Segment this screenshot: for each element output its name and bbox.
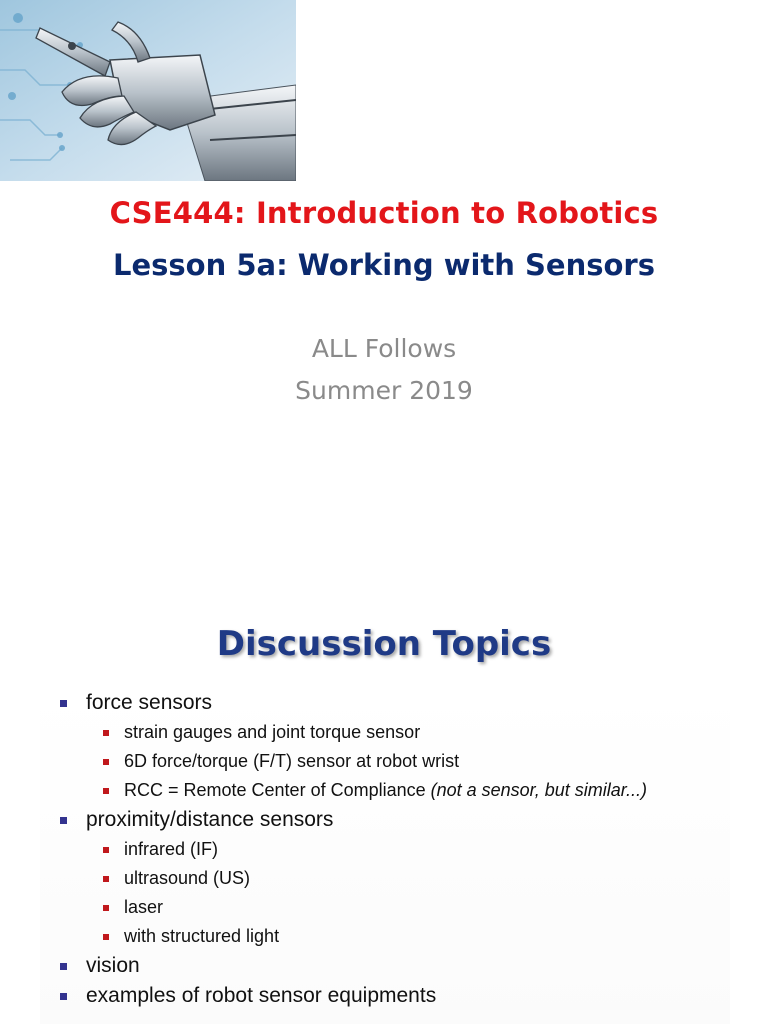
lesson-title: Lesson 5a: Working with Sensors (113, 248, 655, 282)
subtopic-item (86, 776, 720, 805)
square-bullet-icon (103, 934, 109, 940)
subtopic-item (86, 922, 720, 951)
topic-item (60, 688, 720, 805)
square-bullet-icon (60, 700, 67, 707)
topic-item (60, 805, 720, 951)
subtopic-item (86, 718, 720, 747)
topic-item (60, 981, 720, 1011)
subtopic-note: (not a sensor, but similar...) (430, 780, 648, 800)
topic-label: proximity/distance sensors (86, 808, 334, 831)
subtopic-text: strain gauges and joint torque sensor (124, 722, 421, 742)
subtopic-item (86, 864, 720, 893)
subtopic-text: infrared (IF) (124, 839, 219, 859)
topic-label: force sensors (86, 691, 213, 714)
subtopic-text: ultrasound (US) (124, 868, 251, 888)
subtopic-text: RCC = Remote Center of Compliance (124, 780, 431, 800)
square-bullet-icon (103, 876, 109, 882)
topic-label: examples of robot sensor equipments (86, 984, 437, 1007)
subtopic-text: laser (124, 897, 164, 917)
term-label: Summer 2019 (295, 376, 473, 405)
course-title: CSE444: Introduction to Robotics (109, 196, 659, 230)
slide-title: Discussion Topics (216, 624, 552, 664)
topics-slide (0, 560, 768, 1024)
subtopic-item (86, 893, 720, 922)
subtopic-item (86, 835, 720, 864)
topic-item (60, 951, 720, 981)
topics-content (40, 688, 730, 1024)
author-name: ALL Follows (311, 334, 457, 363)
subtopic-text: with structured light (124, 926, 280, 946)
square-bullet-icon (103, 905, 109, 911)
square-bullet-icon (103, 788, 109, 794)
subtopic-text: 6D force/torque (F/T) sensor at robot wrist (124, 751, 460, 771)
square-bullet-icon (60, 817, 67, 824)
square-bullet-icon (60, 993, 67, 1000)
square-bullet-icon (103, 759, 109, 765)
robot-hand-image (0, 0, 296, 181)
subtopic-list (86, 718, 720, 805)
square-bullet-icon (103, 730, 109, 736)
robot-hand-illustration (0, 0, 296, 181)
square-bullet-icon (103, 847, 109, 853)
topic-label: vision (86, 954, 140, 977)
topics-list (60, 688, 720, 1011)
subtopic-list (86, 835, 720, 951)
subtopic-item (86, 747, 720, 776)
square-bullet-icon (60, 963, 67, 970)
